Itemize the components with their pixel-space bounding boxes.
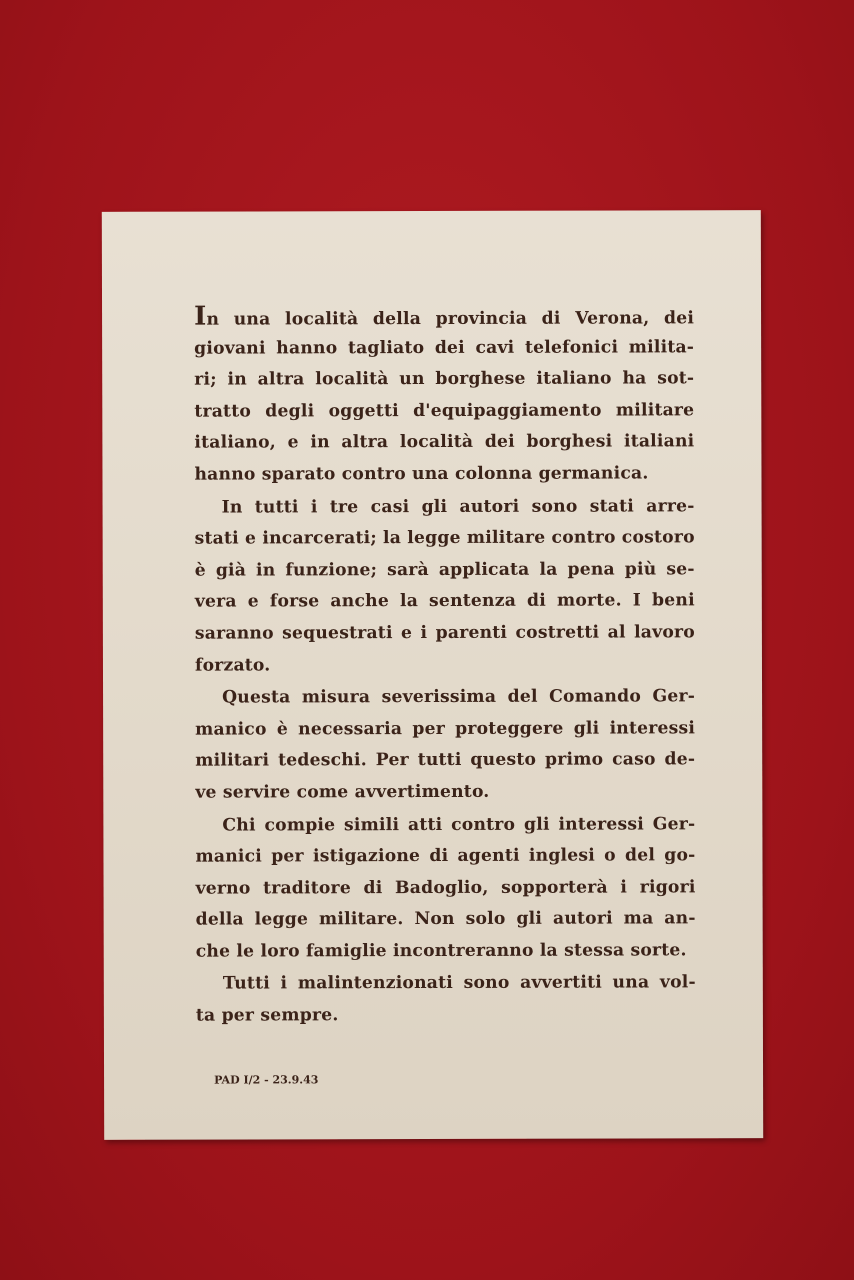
text-line: ta per sempre. xyxy=(195,1005,339,1026)
paragraph xyxy=(194,300,694,491)
paragraph xyxy=(195,681,695,809)
text-line: In tutti i tre casi gli autori sono stati arre- xyxy=(221,495,695,518)
print-reference: PAD I/2 - 23.9.43 xyxy=(214,1073,319,1087)
text-line: Chi compie simili atti contro gli interessi Ger- xyxy=(222,813,696,836)
paragraph xyxy=(195,809,695,968)
text-line: Questa misura severissima del Comando Ger- xyxy=(222,686,696,708)
text-line: giovani hanno tagliato dei cavi telefonici milita- xyxy=(194,336,695,359)
text-line: militari tedeschi. Per tutti questo primo caso de- xyxy=(195,749,696,771)
text-line: stati e incarcerati; la legge militare contro costoro xyxy=(194,527,695,549)
text-line: ri; in altra località un borghese italiano ha sot- xyxy=(194,368,695,390)
text-line: forzato. xyxy=(194,654,271,676)
text-line: Tutti i malintenzionati sono avvertiti una vol- xyxy=(222,972,696,995)
leaflet-body xyxy=(194,300,696,1033)
text-line: manico è necessaria per proteggere gli interessi xyxy=(195,718,696,740)
text-line: vera e forse anche la sentenza di morte. I beni xyxy=(194,590,695,612)
paragraph xyxy=(195,491,695,682)
initial-letter: I xyxy=(194,301,207,332)
text-line: hanno sparato contro una colonna germanica. xyxy=(194,463,649,485)
text-line: è già in funzione; sarà applicata la pena più se- xyxy=(194,559,695,581)
text-line: italiano, e in altra località dei borghesi italiani xyxy=(194,431,695,453)
text-line: verno traditore di Badoglio, sopporterà i rigori xyxy=(195,876,696,899)
text-line: della legge militare. Non solo gli autori ma an- xyxy=(195,908,696,930)
leaflet-paper xyxy=(102,210,763,1140)
text-line: tratto degli oggetti d'equipaggiamento militare xyxy=(194,400,695,422)
text-line: In una località della provincia di Verona, dei xyxy=(194,301,695,332)
text-line: ve servire come avvertimento. xyxy=(195,781,490,803)
text-line: saranno sequestrati e i parenti costretti al lavoro xyxy=(194,622,695,644)
text-line: che le loro famiglie incontreranno la stessa sorte. xyxy=(195,940,687,962)
paragraph xyxy=(196,968,696,1032)
text-line: manici per istigazione di agenti inglesi o del go- xyxy=(195,845,696,867)
